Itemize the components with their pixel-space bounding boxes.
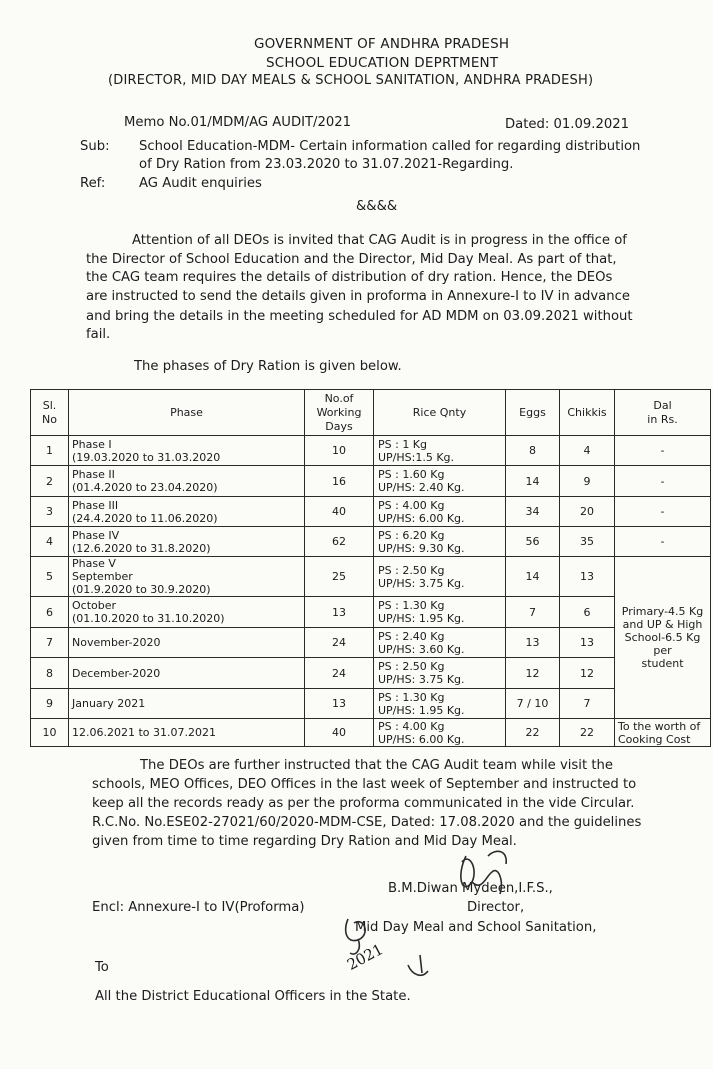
instruction-line-1: The DEOs are further instructed that the CAG Audit team while visit the [140,758,613,773]
cell-chikkis: 6 [560,597,615,628]
instruction-line-5: given from time to time regarding Dry Ration and Mid Day Meal. [92,834,517,849]
handwritten-date: 2021 [344,940,387,974]
cell-phase: Phase II (01.4.2020 to 23.04.2020) [69,466,305,497]
header-rice-quantity: Rice Qnty [374,390,506,436]
cell-sl: 6 [31,597,69,628]
paragraph-line-1: Attention of all DEOs is invited that CAG Audit is in progress in the office of [132,233,627,248]
cell-rice: PS : 4.00 Kg UP/HS: 6.00 Kg. [374,497,506,527]
cell-sl: 2 [31,466,69,497]
phases-intro: The phases of Dry Ration is given below. [134,359,402,374]
cell-dal: - [615,466,711,497]
cell-phase: January 2021 [69,689,305,719]
reference-label: Ref: [80,176,106,191]
cell-days: 16 [305,466,374,497]
header-department: SCHOOL EDUCATION DEPRTMENT [266,55,499,71]
table-row [31,597,711,628]
cell-days: 13 [305,689,374,719]
cell-phase: October (01.10.2020 to 31.10.2020) [69,597,305,628]
cell-days: 25 [305,557,374,597]
header-eggs: Eggs [506,390,560,436]
cell-phase: Phase I (19.03.2020 to 31.03.2020 [69,436,305,466]
cell-eggs: 34 [506,497,560,527]
cell-chikkis: 4 [560,436,615,466]
cell-rice: PS : 1.30 Kg UP/HS: 1.95 Kg. [374,689,506,719]
cell-chikkis: 9 [560,466,615,497]
reference-text: AG Audit enquiries [139,176,262,191]
cell-eggs: 7 [506,597,560,628]
cell-days: 40 [305,497,374,527]
cell-days: 10 [305,436,374,466]
cell-phase: 12.06.2021 to 31.07.2021 [69,719,305,747]
initials-scribble [338,905,448,985]
enclosure-note: Encl: Annexure-I to IV(Proforma) [92,900,305,915]
memo-number: Memo No.01/MDM/AG AUDIT/2021 [124,115,352,130]
cell-eggs: 8 [506,436,560,466]
separator-mark: &&&& [356,199,398,214]
cell-eggs: 14 [506,557,560,597]
signatory-office: Mid Day Meal and School Sanitation, [355,920,597,935]
cell-chikkis: 35 [560,527,615,557]
header-directorate: (DIRECTOR, MID DAY MEALS & SCHOOL SANITATION, ANDHRA PRADESH) [108,73,594,88]
table-row [31,719,711,747]
table-row [31,689,711,719]
header-chikkis: Chikkis [560,390,615,436]
header-dal: Dal in Rs. [615,390,711,436]
cell-dal-merged: Primary-4.5 Kg and UP & High School-6.5 Kg per student [615,557,711,719]
signatory-name: B.M.Diwan Mydeen,I.F.S., [388,881,553,896]
cell-eggs: 22 [506,719,560,747]
cell-dal: - [615,527,711,557]
cell-phase: November-2020 [69,628,305,658]
table-row [31,628,711,658]
cell-sl: 1 [31,436,69,466]
cell-sl: 4 [31,527,69,557]
table-row [31,436,711,466]
cell-rice: PS : 1 Kg UP/HS:1.5 Kg. [374,436,506,466]
cell-rice: PS : 1.30 Kg UP/HS: 1.95 Kg. [374,597,506,628]
header-government: GOVERNMENT OF ANDHRA PRADESH [254,36,510,52]
header-phase: Phase [69,390,305,436]
memo-date: Dated: 01.09.2021 [505,117,630,132]
paragraph-line-2: the Director of School Education and the Director, Mid Day Meal. As part of that, [86,252,617,267]
cell-days: 13 [305,597,374,628]
cell-rice: PS : 6.20 Kg UP/HS: 9.30 Kg. [374,527,506,557]
cell-phase: Phase V September (01.9.2020 to 30.9.2020) [69,557,305,597]
cell-rice: PS : 1.60 Kg UP/HS: 2.40 Kg. [374,466,506,497]
cell-sl: 9 [31,689,69,719]
cell-eggs: 12 [506,658,560,689]
cell-phase: Phase III (24.4.2020 to 11.06.2020) [69,497,305,527]
paragraph-line-3: the CAG team requires the details of distribution of dry ration. Hence, the DEOs [86,270,613,285]
cell-chikkis: 13 [560,557,615,597]
cell-sl: 5 [31,557,69,597]
cell-chikkis: 13 [560,628,615,658]
paragraph-line-5: and bring the details in the meeting scheduled for AD MDM on 03.09.2021 without [86,309,633,324]
cell-rice: PS : 2.50 Kg UP/HS: 3.75 Kg. [374,658,506,689]
cell-eggs: 7 / 10 [506,689,560,719]
cell-sl: 8 [31,658,69,689]
table-row [31,557,711,597]
instruction-line-2: schools, MEO Offices, DEO Offices in the last week of September and instructed to [92,777,637,792]
cell-sl: 10 [31,719,69,747]
cell-phase: Phase IV (12.6.2020 to 31.8.2020) [69,527,305,557]
signatory-designation: Director, [467,900,525,915]
header-sl: Sl. No [31,390,69,436]
table-row [31,527,711,557]
subject-label: Sub: [80,139,110,154]
signature-scribble [448,836,528,916]
cell-chikkis: 20 [560,497,615,527]
cell-eggs: 14 [506,466,560,497]
table-row [31,466,711,497]
header-working-days: No.of Working Days [305,390,374,436]
table-row [31,658,711,689]
to-label: To [95,960,109,975]
table-row [31,497,711,527]
paragraph-line-4: are instructed to send the details given in proforma in Annexure-I to IV in advance [86,289,630,304]
paragraph-line-6: fail. [86,327,111,342]
cell-rice: PS : 2.50 Kg UP/HS: 3.75 Kg. [374,557,506,597]
cell-dal: To the worth of Cooking Cost [615,719,711,747]
cell-days: 62 [305,527,374,557]
cell-chikkis: 12 [560,658,615,689]
cell-days: 24 [305,628,374,658]
cell-rice: PS : 4.00 Kg UP/HS: 6.00 Kg. [374,719,506,747]
cell-eggs: 56 [506,527,560,557]
subject-line-2: of Dry Ration from 23.03.2020 to 31.07.2021-Regarding. [139,157,514,172]
addressee: All the District Educational Officers in the State. [95,989,411,1004]
cell-phase: December-2020 [69,658,305,689]
cell-days: 24 [305,658,374,689]
cell-sl: 3 [31,497,69,527]
cell-sl: 7 [31,628,69,658]
instruction-line-3: keep all the records ready as per the proforma communicated in the vide Circular. [92,796,635,811]
cell-dal: - [615,497,711,527]
dry-ration-table [30,389,711,747]
cell-eggs: 13 [506,628,560,658]
subject-line-1: School Education-MDM- Certain information called for regarding distribution [139,139,641,154]
instruction-line-4: R.C.No. No.ESE02-27021/60/2020-MDM-CSE, Dated: 17.08.2020 and the guidelines [92,815,642,830]
cell-days: 40 [305,719,374,747]
cell-dal: - [615,436,711,466]
table-header-row [31,390,711,436]
cell-chikkis: 7 [560,689,615,719]
cell-chikkis: 22 [560,719,615,747]
cell-rice: PS : 2.40 Kg UP/HS: 3.60 Kg. [374,628,506,658]
